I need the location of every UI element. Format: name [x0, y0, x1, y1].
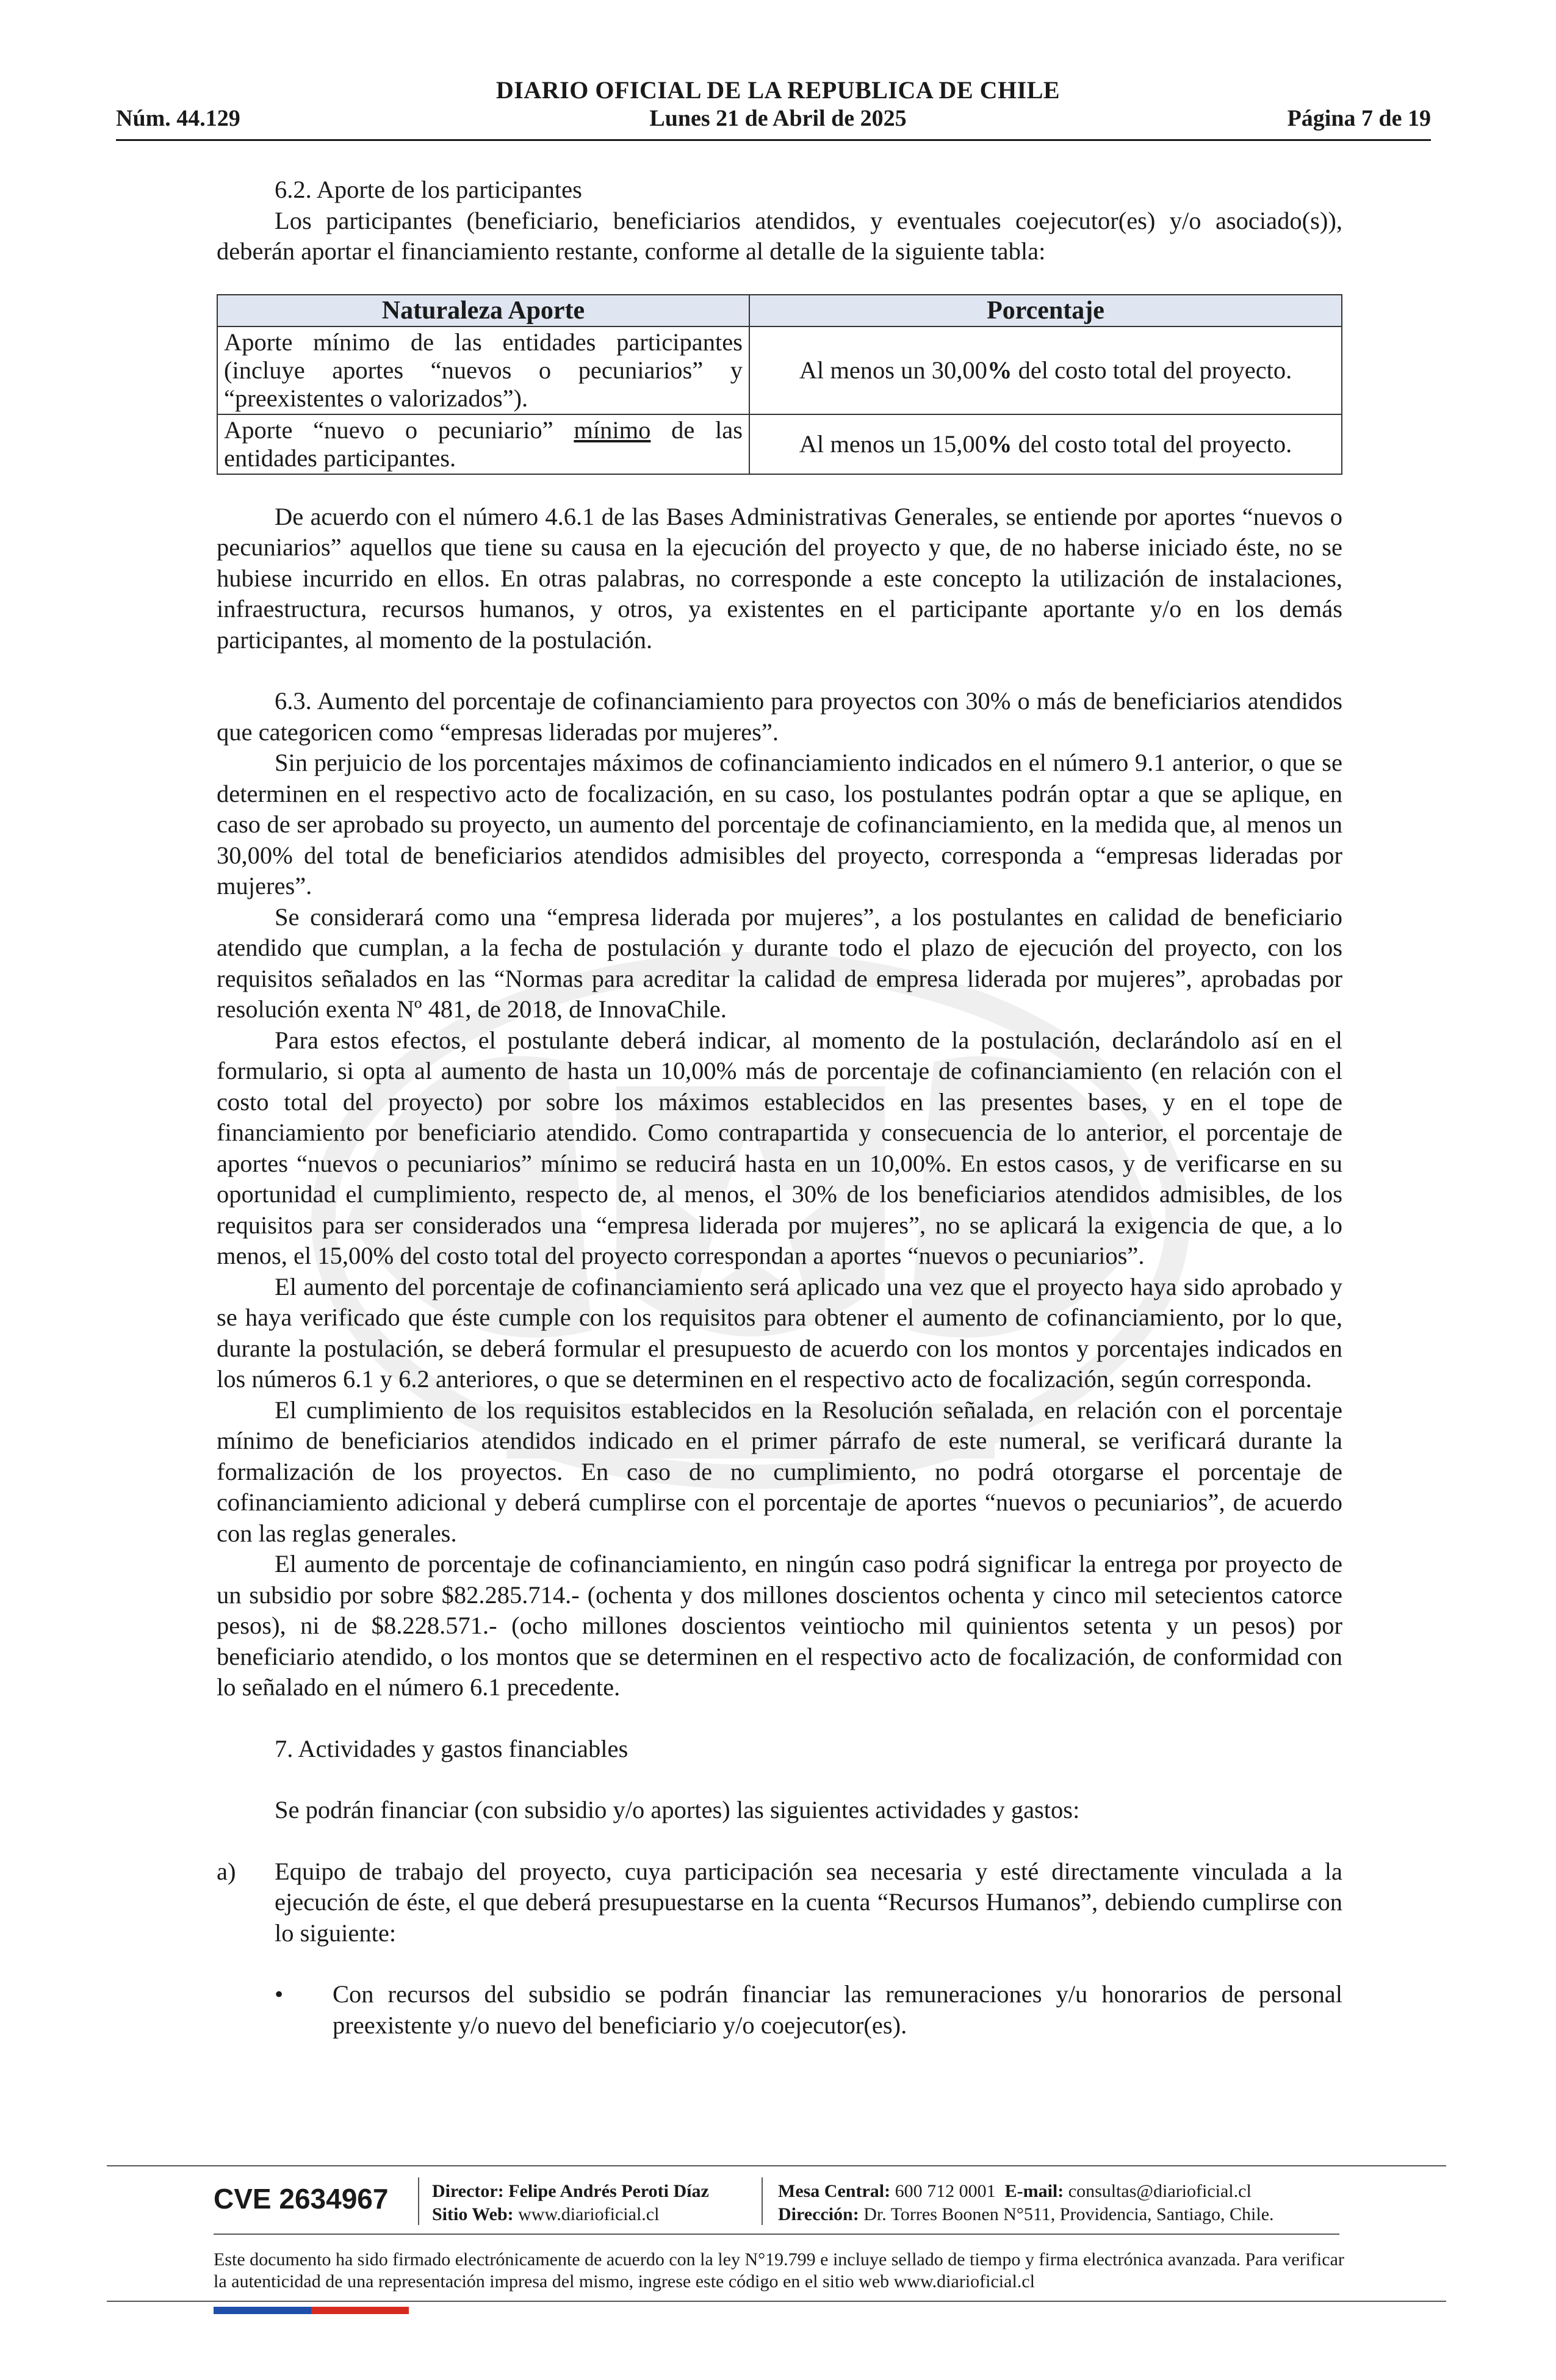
director-label: Director: — [432, 2181, 504, 2201]
table-cell-porcentaje — [749, 326, 1342, 414]
electronic-signature-note: Este documento ha sido firmado electrónicamente de acuerdo con la ley N°19.799 e incluye sellado de tiempo y firma electrónica avanzada. Para verificar la autenticidad de una representación impresa del mismo, ingrese este código en el sitio web www.diarioficial.cl — [214, 2249, 1344, 2292]
section-6-3-paragraph: Se considerará como una “empresa liderada por mujeres”, a los postulantes en calidad de beneficiario atendido que cumplan, a la fecha de postulación y durante todo el plazo de ejecución del proyecto, con los requisitos señalados en las “Normas para acreditar la calidad de empresa liderada por mujeres”, aprobadas por resolución exenta Nº 481, de 2018, de InnovaChile. — [217, 903, 1342, 1023]
cve-code: CVE 2634967 — [214, 2183, 389, 2215]
section-6-3-paragraph: Sin perjuicio de los porcentajes máximos de cofinanciamiento indicados en el número 9.1 anterior, o que se determinen en el respectivo acto de focalización, en su caso, los postulantes podrán optar a que se aplique, en caso de ser aprobado su proyecto, un aumento del porcentaje de cofinanciamiento, en la medida que, al menos un 30,00% del total de beneficiarios atendidos admisibles del proyecto, corresponda a “empresas lideradas por mujeres”. — [217, 749, 1342, 900]
table-row — [217, 414, 1342, 474]
list-item-text: Equipo de trabajo del proyecto, cuya participación sea necesaria y esté directamente vinculada a la ejecución de éste, el que deberá presupuestarse en la cuenta “Recursos Humanos”, debiendo cumplirse con lo siguiente: — [275, 1857, 1342, 1947]
email-link[interactable]: consultas@diarioficial.cl — [1068, 2181, 1252, 2201]
footer-director-block — [432, 2180, 709, 2226]
chile-flag-stripe — [214, 2307, 409, 2314]
bullet-icon: • — [275, 1980, 284, 2008]
issue-number: Núm. 44.129 — [116, 106, 240, 131]
bullet-item-text: Con recursos del subsidio se podrán financiar las remuneraciones y/u honorarios de personal preexistente y/o nuevo del beneficiario y/o coejecutor(es). — [333, 1980, 1342, 2039]
naturaleza-underlined: mínimo — [574, 416, 651, 444]
list-item-label: a) — [217, 1857, 236, 1885]
bullet-item — [217, 1979, 1342, 2041]
address-label: Dirección: — [778, 2204, 859, 2224]
table-header-row — [217, 295, 1342, 326]
porcentaje-text: Al menos un 30,00 — [799, 356, 987, 384]
section-6-3-paragraph: Para estos efectos, el postulante deberá indicar, al momento de la postulación, declarándolo así en el formulario, si opta al aumento de hasta un 10,00% más de porcentaje de cofinanciamiento (en relación con el costo total del proyecto) por sobre los máximos establecidos en las presentes bases, y en el tope de financiamiento por beneficiario atendido. Como contrapartida y consecuencia de lo anterior, el porcentaje de aportes “nuevos o pecuniarios” mínimo se reducirá hasta en un 10,00%. En estos casos, y de verificarse en su oportunidad el cumplimiento, respecto de, al menos, el 30% de los beneficiarios atendidos admisibles, de los requisitos para ser considerados una “empresa liderada por mujeres”, no se aplicará la exigencia de que, a lo menos, el 15,00% del costo total del proyecto correspondan a aportes “nuevos o pecuniarios”. — [217, 1026, 1342, 1269]
web-label: Sitio Web: — [432, 2204, 514, 2224]
table-cell-porcentaje — [749, 414, 1342, 474]
porcentaje-suffix: del costo total del proyecto. — [1012, 356, 1292, 384]
document-body — [217, 175, 1342, 2041]
porcentaje-text: Al menos un 15,00 — [799, 430, 987, 458]
percent-sign: % — [987, 356, 1012, 384]
table-row — [217, 326, 1342, 414]
naturaleza-suffix: de las entidades participantes. — [224, 416, 743, 472]
flag-red-segment — [311, 2307, 409, 2314]
percent-sign: % — [987, 430, 1012, 458]
footer-divider — [107, 2165, 1446, 2166]
section-7-intro: Se podrán financiar (con subsidio y/o aportes) las siguientes actividades y gastos: — [275, 1796, 1080, 1823]
list-item — [217, 1856, 1342, 1949]
table-header-porcentaje: Porcentaje — [749, 295, 1342, 326]
porcentaje-suffix: del costo total del proyecto. — [1012, 430, 1292, 458]
table-header-naturaleza: Naturaleza Aporte — [217, 295, 749, 326]
section-7-heading: 7. Actividades y gastos financiables — [275, 1734, 629, 1762]
footer-separator — [762, 2177, 763, 2225]
newspaper-title: DIARIO OFICIAL DE LA REPUBLICA DE CHILE — [495, 76, 1061, 104]
footer-divider — [107, 2301, 1446, 2302]
footer-divider — [214, 2234, 1339, 2235]
web-link[interactable]: www.diarioficial.cl — [518, 2204, 660, 2224]
footer-contact-block — [778, 2180, 1274, 2226]
header-divider — [116, 139, 1431, 141]
naturaleza-text: Aporte “nuevo o pecuniario” — [224, 416, 574, 444]
page-number: Página 7 de 19 — [1287, 106, 1431, 131]
section-6-2-intro: Los participantes (beneficiario, beneficiarios atendidos, y eventuales coejecutor(es) y/o asociado(s)), deberán aportar el financiamiento restante, conforme al detalle de la siguiente tabla: — [217, 206, 1342, 265]
issue-date: Lunes 21 de Abril de 2025 — [649, 106, 907, 131]
aportes-explanation-paragraph: De acuerdo con el número 4.6.1 de las Bases Administrativas Generales, se entiende por aportes “nuevos o pecuniarios” aquellos que tiene su causa en la ejecución del proyecto y que, de no haberse iniciado éste, no se hubiese incurrido en ellos. En otras palabras, no corresponde a este concepto la utilización de instalaciones, infraestructura, recursos humanos, y otros, ya existentes en el participante aportante y/o en los demás participantes, al momento de la postulación. — [217, 502, 1342, 654]
email-label: E-mail: — [1004, 2181, 1064, 2201]
flag-blue-segment — [214, 2307, 311, 2314]
section-6-3-paragraph: El cumplimiento de los requisitos establecidos en la Resolución señalada, en relación con el porcentaje mínimo de beneficiarios atendidos indicado en el primer párrafo de este numeral, se verificará durante la formalización de los proyectos. En caso de no cumplimiento, no podrá otorgarse el porcentaje de cofinanciamiento adicional y deberá cumplirse con el porcentaje de aportes “nuevos o pecuniarios”, de acuerdo con las reglas generales. — [217, 1396, 1342, 1547]
phone-value: 600 712 0001 — [895, 2181, 996, 2201]
table-cell-naturaleza — [217, 414, 749, 474]
footer-separator — [418, 2177, 419, 2225]
director-name: Felipe Andrés Peroti Díaz — [508, 2181, 709, 2201]
section-6-3-paragraph: El aumento de porcentaje de cofinanciamiento, en ningún caso podrá significar la entrega por proyecto de un subsidio por sobre $82.285.714.- (ochenta y dos millones doscientos ochenta y cinco mil setecientos catorce pesos), ni de $8.228.571.- (ocho millones doscientos veintiocho mil quinientos setenta y un pesos) por beneficiario atendido, o los montos que se determinen en el respectivo acto de focalización, de conformidad con lo señalado en el número 6.1 precedente. — [217, 1550, 1342, 1701]
section-6-2-heading: 6.2. Aporte de los participantes — [275, 176, 582, 203]
table-cell-naturaleza: Aporte mínimo de las entidades participantes (incluye aportes “nuevos o pecuniarios” y “preexistentes o valorizados”). — [217, 326, 749, 414]
aportes-table — [217, 294, 1342, 475]
address-value: Dr. Torres Boonen N°511, Providencia, Santiago, Chile. — [863, 2204, 1274, 2224]
phone-label: Mesa Central: — [778, 2181, 891, 2201]
section-6-3-paragraph: El aumento del porcentaje de cofinanciamiento será aplicado una vez que el proyecto haya sido aprobado y se haya verificado que éste cumple con los requisitos para obtener el aumento de cofinanciamiento, por lo que, durante la postulación, se deberá formular el presupuesto de acuerdo con los montos y porcentajes indicados en los números 6.1 y 6.2 anteriores, o que se determinen en el respectivo acto de focalización, según corresponda. — [217, 1272, 1342, 1393]
section-6-3-heading: 6.3. Aumento del porcentaje de cofinanciamiento para proyectos con 30% o más de beneficiarios atendidos que categoricen como “empresas lideradas por mujeres”. — [217, 687, 1342, 746]
